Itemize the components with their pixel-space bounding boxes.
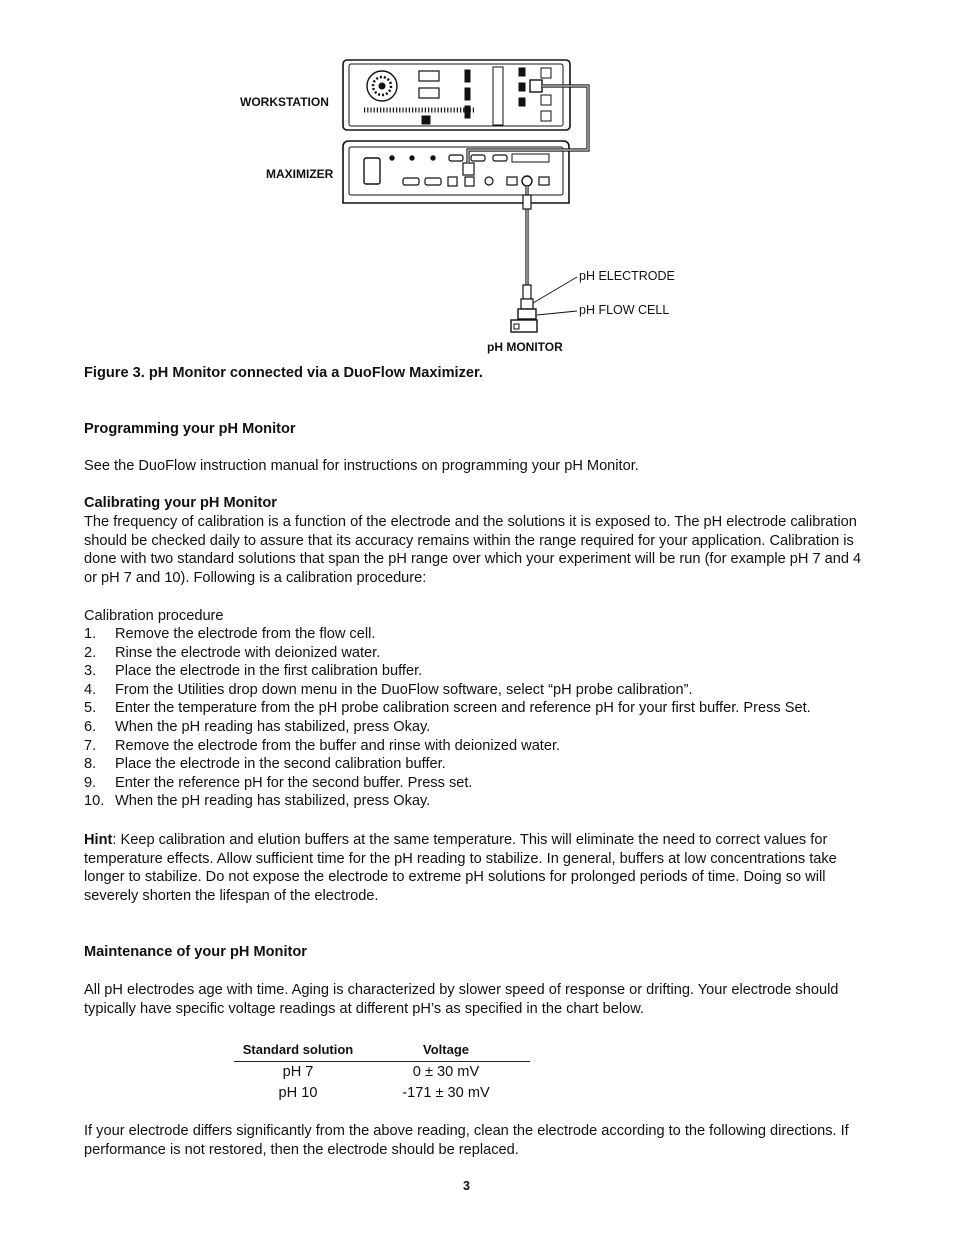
maintenance-heading: Maintenance of your pH Monitor (84, 944, 307, 960)
table-cell: pH 7 (282, 1064, 314, 1080)
figure-caption: Figure 3. pH Monitor connected via a DuoFlow Maximizer. (84, 365, 483, 381)
table-header-row (234, 1040, 530, 1062)
after-table-text: If your electrode differs significantly from the above reading, clean the electrode according to the following directions. If performance is not restored, then the electrode should be replaced. (84, 1123, 849, 1158)
table-cell: -171 ± 30 mV (402, 1085, 490, 1101)
step-number: 4. (84, 681, 97, 698)
step-number: 1. (84, 626, 97, 642)
step-number: 8. (84, 756, 97, 773)
step-text: Enter the temperature from the pH probe calibration screen and reference pH for your first buffer. Press Set. (115, 700, 811, 717)
step-text: Remove the electrode from the flow cell. (115, 626, 376, 642)
list-item (84, 737, 811, 756)
column-header-voltage: Voltage (423, 1042, 469, 1057)
list-item (84, 718, 811, 737)
procedure-title: Calibration procedure (84, 608, 224, 624)
hint-label: Hint (84, 832, 113, 848)
step-text: Place the electrode in the first calibration buffer. (115, 663, 423, 680)
step-text: When the pH reading has stabilized, press Okay. (115, 793, 431, 810)
step-number: 9. (84, 774, 97, 791)
calibration-steps (84, 625, 811, 811)
calibrating-heading: Calibrating your pH Monitor (84, 495, 277, 511)
list-item (84, 681, 811, 700)
list-item (84, 755, 811, 774)
step-number: 5. (84, 700, 97, 717)
list-item (84, 699, 811, 718)
list-item (84, 662, 811, 681)
voltage-table (234, 1040, 530, 1104)
table-row (234, 1062, 530, 1084)
maintenance-text: All pH electrodes age with time. Aging is characterized by slower speed of response or drifting. Your electrode should typically have specific voltage readings at different pH’s as specified in the chart below. (84, 982, 839, 1017)
maximizer-label: MAXIMIZER (266, 167, 334, 181)
ph-electrode-label: pH ELECTRODE (579, 269, 675, 283)
programming-heading: Programming your pH Monitor (84, 421, 296, 437)
step-text: From the Utilities drop down menu in the DuoFlow software, select “pH probe calibration”. (115, 681, 693, 698)
connection-diagram (330, 55, 600, 345)
step-number: 7. (84, 737, 97, 754)
step-number: 2. (84, 644, 97, 661)
list-item (84, 792, 811, 811)
hint-paragraph (84, 831, 874, 905)
step-text: Remove the electrode from the buffer and rinse with deionized water. (115, 737, 561, 754)
ph-monitor-label: pH MONITOR (487, 340, 563, 354)
list-item (84, 644, 811, 663)
step-text: Enter the reference pH for the second buffer. Press set. (115, 774, 473, 791)
hint-text: : Keep calibration and elution buffers at the same temperature. This will eliminate the need to correct values for temperature effects. Allow sufficient time for the pH reading to stabilize. In general, buffers at low concentrations take longer to stabilize. Do not expose the electrode to extreme pH solutions for prolonged periods of time. Doing so will severely shorten the lifespan of the electrode. (84, 832, 837, 904)
step-number: 10. (84, 793, 105, 810)
step-text: Place the electrode in the second calibration buffer. (115, 756, 446, 773)
step-text: Rinse the electrode with deionized water. (115, 644, 381, 661)
programming-text: See the DuoFlow instruction manual for instructions on programming your pH Monitor. (84, 458, 639, 474)
table-cell: pH 10 (278, 1085, 318, 1101)
step-number: 6. (84, 718, 97, 735)
table-cell: 0 ± 30 mV (412, 1064, 480, 1080)
list-item (84, 774, 811, 793)
ph-flow-cell-label: pH FLOW CELL (579, 303, 670, 317)
table-row (234, 1083, 530, 1104)
step-text: When the pH reading has stabilized, press Okay. (115, 718, 431, 735)
list-item (84, 625, 811, 644)
page-number: 3 (463, 1179, 470, 1193)
step-number: 3. (84, 663, 97, 680)
column-header-standard-solution: Standard solution (242, 1042, 354, 1057)
calibrating-text: The frequency of calibration is a function of the electrode and the solutions it is exposed to. The pH electrode calibration should be checked daily to assure that its accuracy remains within the range required for your application. Calibration is done with two standard solutions that span the pH range over which your experiment will be run (for example pH 7 and 4 or pH 7 and 10). Following is a calibration procedure: (84, 514, 862, 586)
workstation-label: WORKSTATION (240, 95, 329, 109)
